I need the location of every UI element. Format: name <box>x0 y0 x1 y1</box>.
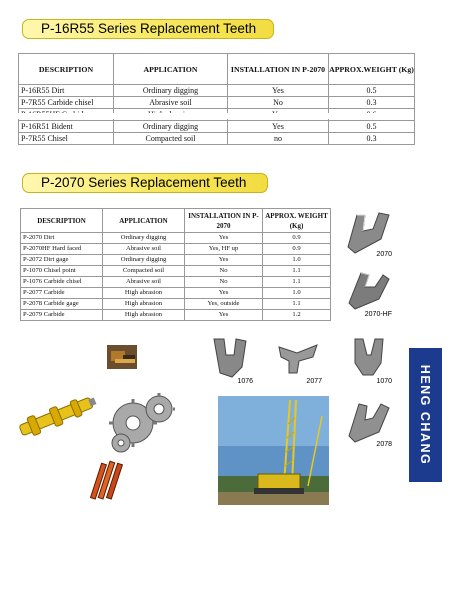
gear-icon <box>103 385 178 453</box>
cell-application: Ordinary digging <box>103 233 185 244</box>
header-installation <box>185 209 263 233</box>
header-application: APPLICATION <box>114 54 228 85</box>
cell-description: P-16R55 Dirt <box>19 85 114 97</box>
header-description: DESCRIPTION <box>19 54 114 85</box>
table-header-row <box>21 209 331 233</box>
header-description: DESCRIPTION <box>21 209 103 233</box>
cell-weight: 0.3 <box>329 97 415 109</box>
auger-icon <box>12 385 100 447</box>
cell-installation: Yes <box>228 85 329 97</box>
cell-installation: Yes <box>185 288 263 299</box>
table-row <box>21 277 331 288</box>
table-row <box>21 299 331 310</box>
gears-photo <box>103 385 178 453</box>
header-weight <box>329 54 415 85</box>
cell-weight: 1.2 <box>263 310 331 321</box>
cell-description: P-16R51 Bident <box>19 121 114 133</box>
cell-application: High abrasion <box>103 299 185 310</box>
crane-photo <box>218 396 329 505</box>
cell-installation: Yes, HF up <box>185 244 263 255</box>
tooth-label-2078: 2078 <box>376 441 392 448</box>
header-installation-text: INSTALLATION IN P-2070 <box>188 211 259 230</box>
cell-application: Abrasive soil <box>103 244 185 255</box>
header-application: APPLICATION <box>103 209 185 233</box>
table-row <box>19 121 415 133</box>
cutter-bars-photo <box>90 459 127 502</box>
table-row <box>21 233 331 244</box>
table-row <box>19 97 415 109</box>
cell-installation: no <box>228 133 329 145</box>
header-installation-text: INSTALLATION IN P-2070 <box>230 64 326 74</box>
cell-application: High abrasion <box>103 310 185 321</box>
tooth-image-2078 <box>343 396 395 449</box>
table-row <box>19 133 415 145</box>
cell-description: P-1076 Carbide chisel <box>21 277 103 288</box>
table1-cutoff <box>18 113 414 119</box>
cell-application: Ordinary digging <box>114 85 228 97</box>
cell-weight: 0.5 <box>329 121 415 133</box>
cell-weight: 0.9 <box>263 233 331 244</box>
header-weight-text: APPROX.WEIGHT (Kg) <box>329 64 414 74</box>
cell-weight: 1.0 <box>263 288 331 299</box>
cell-weight: 1.1 <box>263 299 331 310</box>
cell-installation: No <box>228 97 329 109</box>
header-weight <box>263 209 331 233</box>
cell-description: P-2070 Dirt <box>21 233 103 244</box>
tooth-label-1070: 1070 <box>376 378 392 385</box>
cell-description: P-2070HF Hard faced <box>21 244 103 255</box>
cell-application: Ordinary digging <box>103 255 185 266</box>
drill-rig-icon <box>107 345 137 369</box>
crane-icon <box>218 396 329 505</box>
table-row <box>21 288 331 299</box>
table2-cutoff <box>20 322 330 328</box>
tooth-label-2070-hf: 2070-HF <box>364 311 392 318</box>
brand-side-tab <box>409 348 442 482</box>
cell-description: P-7R55 Chisel <box>19 133 114 145</box>
cell-installation: Yes, outside <box>185 299 263 310</box>
table-row <box>21 310 331 321</box>
cell-application: Ordinary digging <box>114 121 228 133</box>
header-installation <box>228 54 329 85</box>
tooth-image-2070 <box>343 205 395 259</box>
cell-description: P-2077 Carbide <box>21 288 103 299</box>
table-row <box>19 85 415 97</box>
cell-weight: 1.0 <box>263 255 331 266</box>
tooth-label-1076: 1076 <box>237 378 253 385</box>
cell-application: High abrasion <box>103 288 185 299</box>
cell-installation: Yes <box>185 233 263 244</box>
table-header-row <box>19 54 415 85</box>
tooth-image-2070-hf <box>343 265 395 319</box>
cell-weight: 1.1 <box>263 277 331 288</box>
cell-installation: No <box>185 266 263 277</box>
cell-application: Compacted soil <box>103 266 185 277</box>
cell-weight: 1.1 <box>263 266 331 277</box>
cell-installation: No <box>185 277 263 288</box>
tooth-image-2077 <box>273 333 325 386</box>
cell-weight: 0.3 <box>329 133 415 145</box>
cell-description: P-2078 Carbide gage <box>21 299 103 310</box>
cell-application: Compacted soil <box>114 133 228 145</box>
cell-installation: Yes <box>185 255 263 266</box>
header-weight-text: APPROX. WEIGHT (Kg) <box>265 211 328 230</box>
section-title-p16r55: P-16R55 Series Replacement Teeth <box>22 19 274 39</box>
cell-weight: 0.9 <box>263 244 331 255</box>
table-row <box>21 255 331 266</box>
auger-tool-photo <box>12 385 100 447</box>
cell-description: P-2079 Carbide <box>21 310 103 321</box>
tooth-image-1076 <box>204 333 256 386</box>
section-title-p2070: P-2070 Series Replacement Teeth <box>22 173 268 193</box>
cell-installation: Yes <box>228 121 329 133</box>
cell-description: P-1070 Chisel point <box>21 266 103 277</box>
brand-name: HENG CHANG <box>418 364 432 466</box>
cell-weight: 0.5 <box>329 85 415 97</box>
cell-application: Abrasive soil <box>114 97 228 109</box>
drill-rig-photo-small <box>107 345 137 369</box>
cell-application: Abrasive soil <box>103 277 185 288</box>
cell-description: P-7R55 Carbide chisel <box>19 97 114 109</box>
tooth-label-2070: 2070 <box>376 251 392 258</box>
p2070-teeth-table <box>20 208 331 321</box>
p16r55-teeth-table <box>18 53 415 145</box>
tooth-image-1070 <box>343 333 395 386</box>
table-row <box>21 266 331 277</box>
cell-description: P-2072 Dirt gage <box>21 255 103 266</box>
table-row <box>21 244 331 255</box>
cutter-icon <box>90 459 127 502</box>
tooth-label-2077: 2077 <box>306 378 322 385</box>
cell-installation: Yes <box>185 310 263 321</box>
